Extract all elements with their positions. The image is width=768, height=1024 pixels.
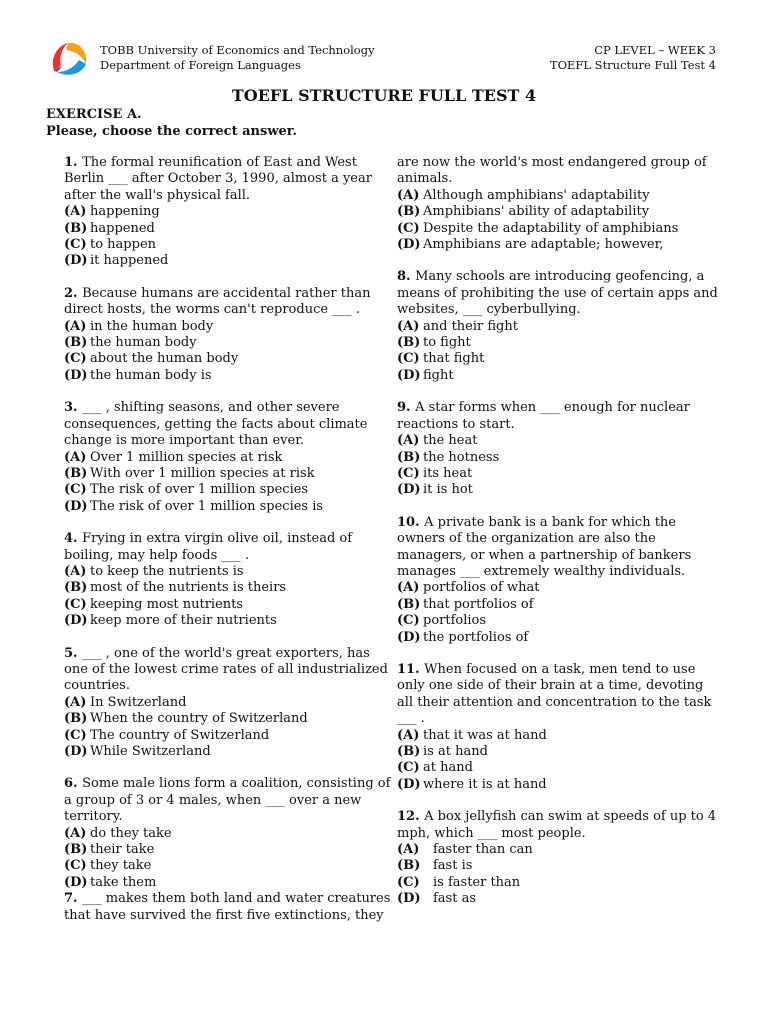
option-letter: (A) <box>64 204 87 220</box>
option-a[interactable] <box>64 826 392 842</box>
option-letter: (B) <box>64 335 88 351</box>
option-d[interactable] <box>64 613 392 629</box>
option-letter: (C) <box>64 482 87 498</box>
option-letter: (C) <box>64 727 87 743</box>
option-b[interactable] <box>64 711 392 727</box>
header-institution <box>100 43 375 73</box>
option-d[interactable] <box>397 482 723 498</box>
university-logo <box>48 40 90 78</box>
option-text: that portfolios of <box>423 596 534 612</box>
option-letter: (D) <box>397 629 421 645</box>
option-letter: (A) <box>64 318 87 334</box>
option-letter: (D) <box>64 874 88 890</box>
option-c[interactable] <box>64 351 392 367</box>
option-d[interactable] <box>64 744 392 760</box>
option-letter: (B) <box>64 711 88 727</box>
question-1 <box>64 155 392 270</box>
question-7-start <box>64 891 392 924</box>
option-text: In Switzerland <box>90 694 187 710</box>
question-text: A private bank is a bank for which the owners of the organization are also the managers, or when a partnership of bankers manages ___ extremely wealthy individuals. <box>397 514 692 579</box>
header-course <box>550 43 716 73</box>
option-text: take them <box>90 874 157 890</box>
question-number: 5. <box>64 645 83 661</box>
option-letter: (B) <box>397 335 421 351</box>
option-text: is faster than <box>433 874 521 890</box>
option-text: it is hot <box>423 482 473 498</box>
option-text: to happen <box>90 237 157 253</box>
option-letter: (D) <box>397 367 421 383</box>
option-text: at hand <box>423 760 473 776</box>
option-text: the portfolios of <box>423 629 529 645</box>
exercise-instruction: Please, choose the correct answer. <box>46 124 297 139</box>
question-2 <box>64 286 392 384</box>
option-text: and their fight <box>423 318 518 334</box>
option-c[interactable] <box>397 351 723 367</box>
option-letter: (A) <box>64 563 87 579</box>
option-c[interactable] <box>397 466 723 482</box>
option-letter: (B) <box>397 596 421 612</box>
question-number: 7. <box>64 891 83 907</box>
option-letter: (A) <box>397 842 420 858</box>
question-number: 2. <box>64 285 83 301</box>
option-text: is at hand <box>423 744 488 759</box>
question-text: Many schools are introducing geofencing, a means of prohibiting the use of certain apps and websites, ___ cyberbullying. <box>397 269 718 318</box>
option-text: in the human body <box>90 318 214 334</box>
option-letter: (B) <box>64 842 88 858</box>
option-c[interactable] <box>397 760 723 776</box>
option-letter: (D) <box>397 237 421 253</box>
option-text: the heat <box>423 433 478 449</box>
option-letter: (D) <box>64 367 88 383</box>
option-letter: (C) <box>64 596 87 612</box>
question-5 <box>64 646 392 761</box>
option-d[interactable] <box>397 630 723 646</box>
option-letter: (D) <box>64 613 88 629</box>
option-text: Over 1 million species at risk <box>90 449 283 465</box>
option-a[interactable] <box>397 433 723 449</box>
option-a[interactable] <box>64 204 392 220</box>
option-d[interactable] <box>64 499 392 515</box>
option-text: portfolios <box>423 613 487 629</box>
question-number: 4. <box>64 531 83 547</box>
option-c[interactable] <box>64 728 392 744</box>
option-text: With over 1 million species at risk <box>90 465 315 481</box>
option-a[interactable] <box>64 450 392 466</box>
question-number: 8. <box>397 269 416 285</box>
option-letter: (D) <box>397 776 421 792</box>
option-c[interactable] <box>64 858 392 874</box>
option-letter: (B) <box>397 858 421 874</box>
option-text: they take <box>90 858 152 874</box>
option-text: most of the nutrients is theirs <box>90 580 287 596</box>
option-text: that it was at hand <box>423 727 547 743</box>
option-text: When the country of Switzerland <box>90 711 308 727</box>
option-d[interactable] <box>397 237 723 253</box>
option-a[interactable] <box>64 564 392 580</box>
option-text: faster than can <box>433 842 533 858</box>
page-title: TOEFL STRUCTURE FULL TEST 4 <box>231 86 537 105</box>
option-text: Despite the adaptability of amphibians <box>423 220 679 236</box>
option-text: Amphibians' ability of adaptability <box>423 204 650 220</box>
option-letter: (B) <box>397 204 421 220</box>
question-number: 10. <box>397 514 425 530</box>
option-text: happening <box>90 204 160 220</box>
option-d[interactable] <box>397 368 723 384</box>
option-letter: (C) <box>397 760 420 776</box>
option-letter: (A) <box>397 318 420 334</box>
question-text-continued: are now the world's most endangered group of animals. <box>397 155 707 187</box>
option-text: to keep the nutrients is <box>90 563 244 579</box>
option-letter: (D) <box>64 744 88 759</box>
option-text: Although amphibians' adaptability <box>423 187 650 203</box>
option-text: about the human body <box>90 351 239 367</box>
option-d[interactable] <box>64 253 392 269</box>
option-letter: (D) <box>397 891 421 907</box>
option-b[interactable] <box>397 597 723 613</box>
option-letter: (A) <box>397 727 420 743</box>
option-letter: (B) <box>64 580 88 596</box>
question-number: 9. <box>397 400 416 416</box>
option-letter: (A) <box>64 825 87 841</box>
option-text: the human body <box>90 335 197 351</box>
option-text: portfolios of what <box>423 580 540 596</box>
option-letter: (A) <box>397 433 420 449</box>
option-text: to fight <box>423 335 471 351</box>
page-header <box>48 40 716 80</box>
right-column <box>397 155 723 924</box>
question-4 <box>64 531 392 629</box>
option-letter: (D) <box>64 498 88 514</box>
option-c[interactable] <box>397 613 723 629</box>
option-letter: (C) <box>397 220 420 236</box>
option-letter: (D) <box>64 253 88 269</box>
option-d[interactable] <box>397 891 723 907</box>
question-text: Because humans are accidental rather than direct hosts, the worms can't reproduce ___ . <box>64 285 371 318</box>
question-number: 11. <box>397 661 425 677</box>
option-c[interactable] <box>397 875 723 891</box>
question-12 <box>397 809 723 907</box>
option-text: do they take <box>90 825 172 841</box>
option-b[interactable] <box>397 858 723 874</box>
option-letter: (B) <box>64 465 88 481</box>
option-b[interactable] <box>397 335 723 351</box>
option-c[interactable] <box>64 482 392 498</box>
header-level: CP LEVEL – WEEK 3 <box>594 43 716 57</box>
option-text: that fight <box>423 351 485 367</box>
option-text: the human body is <box>90 367 212 383</box>
option-a[interactable] <box>64 319 392 335</box>
option-c[interactable] <box>64 597 392 613</box>
option-b[interactable] <box>64 842 392 858</box>
question-text: Some male lions form a coalition, consisting of a group of 3 or 4 males, when ___ over a new territory. <box>64 776 391 825</box>
option-letter: (A) <box>397 580 420 596</box>
option-b[interactable] <box>397 450 723 466</box>
question-10 <box>397 515 723 646</box>
option-text: The country of Switzerland <box>90 727 270 743</box>
question-number: 12. <box>397 809 425 825</box>
option-a[interactable] <box>397 319 723 335</box>
option-a[interactable] <box>397 580 723 596</box>
option-text: their take <box>90 842 155 858</box>
option-text: fast is <box>433 858 473 874</box>
option-text: its heat <box>423 465 473 481</box>
option-letter: (B) <box>397 744 421 759</box>
option-a[interactable] <box>397 842 723 858</box>
question-number: 3. <box>64 400 83 416</box>
question-8 <box>397 269 723 384</box>
option-letter: (C) <box>397 465 420 481</box>
option-c[interactable] <box>397 221 723 237</box>
option-c[interactable] <box>64 237 392 253</box>
option-letter: (C) <box>397 613 420 629</box>
question-text: ___ makes them both land and water creatures that have survived the first five extinctions, they <box>64 891 391 923</box>
question-9 <box>397 400 723 498</box>
question-text: ___ , one of the world's great exporters, has one of the lowest crime rates of all industrialized countries. <box>64 645 388 694</box>
option-letter: (C) <box>64 237 87 253</box>
option-text: The risk of over 1 million species <box>90 482 309 498</box>
question-11 <box>397 662 723 793</box>
question-7-continued <box>397 155 723 253</box>
option-b[interactable] <box>64 335 392 351</box>
option-d[interactable] <box>397 777 723 793</box>
option-b[interactable] <box>64 466 392 482</box>
option-text: The risk of over 1 million species is <box>90 498 324 514</box>
option-a[interactable] <box>397 188 723 204</box>
option-text: the hotness <box>423 449 500 465</box>
option-text: Amphibians are adaptable; however, <box>423 237 664 253</box>
option-text: it happened <box>90 253 169 269</box>
option-b[interactable] <box>397 744 723 760</box>
question-number: 6. <box>64 776 83 792</box>
logo-orange-arc <box>66 43 86 64</box>
question-text: The formal reunification of East and West Berlin ___ after October 3, 1990, almost a year after the wall's physical fall. <box>64 155 372 203</box>
option-letter: (A) <box>64 449 87 465</box>
option-letter: (C) <box>397 874 420 890</box>
header-department: Department of Foreign Languages <box>100 58 301 72</box>
option-letter: (C) <box>64 351 87 367</box>
question-6 <box>64 776 392 891</box>
option-letter: (C) <box>397 351 420 367</box>
option-letter: (A) <box>64 694 87 710</box>
option-letter: (B) <box>397 449 421 465</box>
option-text: keeping most nutrients <box>90 596 244 612</box>
option-letter: (C) <box>64 858 87 874</box>
question-text: ___ , shifting seasons, and other severe consequences, getting the facts about climate change is more important than ever. <box>64 400 368 449</box>
option-text: keep more of their nutrients <box>90 613 277 629</box>
option-text: While Switzerland <box>90 744 211 759</box>
option-text: happened <box>90 220 155 236</box>
option-b[interactable] <box>64 221 392 237</box>
option-a[interactable] <box>397 728 723 744</box>
question-number: 1. <box>64 155 83 170</box>
question-3 <box>64 400 392 515</box>
option-letter: (A) <box>397 187 420 203</box>
option-a[interactable] <box>64 695 392 711</box>
exercise-heading <box>46 106 297 140</box>
left-column <box>64 155 392 924</box>
option-letter: (D) <box>397 482 421 498</box>
logo-red-arc <box>53 43 68 70</box>
option-letter: (B) <box>64 220 88 236</box>
option-text: fight <box>423 367 454 383</box>
question-text: A star forms when ___ enough for nuclear reactions to start. <box>397 400 690 432</box>
option-b[interactable] <box>64 580 392 596</box>
option-text: fast as <box>433 891 477 907</box>
option-d[interactable] <box>64 875 392 891</box>
question-text: A box jellyfish can swim at speeds of up to 4 mph, which ___ most people. <box>397 809 717 841</box>
question-text: Frying in extra virgin olive oil, instead of boiling, may help foods ___ . <box>64 531 353 563</box>
option-d[interactable] <box>64 368 392 384</box>
exercise-label: EXERCISE A. <box>46 107 142 122</box>
question-text: When focused on a task, men tend to use only one side of their brain at a time, devoting all their attention and concentration to the task ___ . <box>397 661 712 727</box>
header-university: TOBB University of Economics and Technology <box>100 43 375 57</box>
header-test-name: TOEFL Structure Full Test 4 <box>549 58 716 72</box>
option-b[interactable] <box>397 204 723 220</box>
option-text: where it is at hand <box>423 776 547 792</box>
